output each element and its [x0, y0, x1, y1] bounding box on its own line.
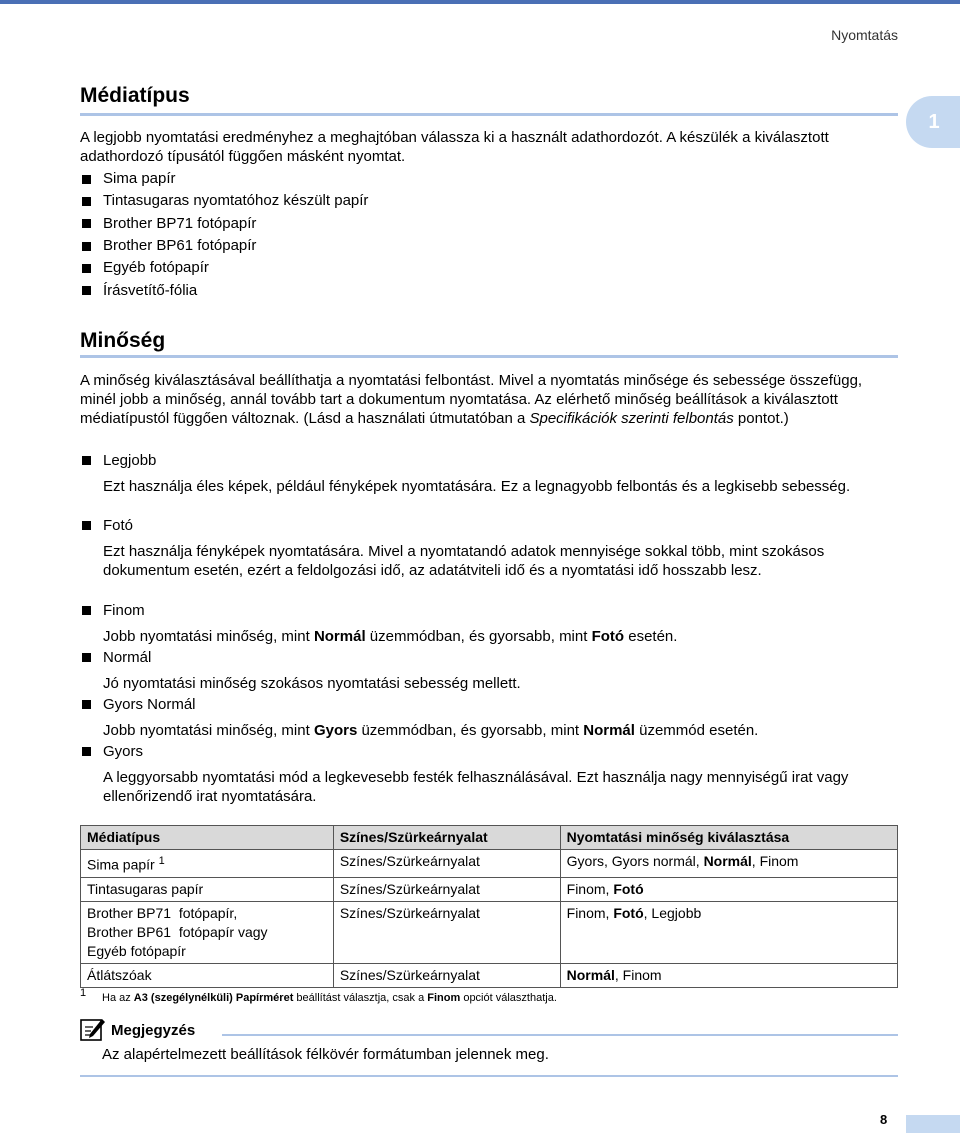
- bottom-rule: [80, 1075, 898, 1077]
- quality-item: Gyors Normál Jobb nyomtatási minőség, mint Gyors üzemmódban, és gyorsabb, mint Normál üzemmód esetén.: [82, 695, 898, 740]
- footnote-number: 1: [80, 987, 87, 999]
- chapter-tab: 1: [906, 96, 960, 148]
- note-title: Megjegyzés: [80, 1017, 195, 1043]
- media-type-intro: A legjobb nyomtatási eredményhez a meghajtóban válassza ki a használt adathordozót. A készülék a kiválasztott adathordozó típusától függően másként nyomtat.: [80, 129, 829, 165]
- quality-item: Gyors A leggyorsabb nyomtatási mód a legkevesebb festék felhasználásával. Ezt használja nagy mennyiségű irat vagy ellenőrizendő irat nyomtatására.: [82, 742, 898, 806]
- heading-rule: [80, 355, 898, 358]
- table-header-row: [81, 826, 898, 850]
- bullet-icon: [82, 747, 91, 756]
- quality-intro: A minőség kiválasztásával beállíthatja a nyomtatási felbontást. Mivel a nyomtatás minősége és sebessége összefügg, minél jobb a minőség, annál tovább tart a dokumentum nyomtatása. Az elérhető minőség beállítások a kiválasztott médiatípustól függően változnak. (Lásd a használati útmutatóban a Specifikációk szerinti felbontás pontot.): [80, 372, 863, 427]
- bullet-icon: [82, 606, 91, 615]
- bullet-icon: [82, 219, 91, 228]
- list-item: Brother BP71 fotópapír: [82, 213, 368, 235]
- bullet-icon: [82, 242, 91, 251]
- table-row: [81, 850, 898, 878]
- quality-item: Normál Jó nyomtatási minőség szokásos nyomtatási sebesség mellett.: [82, 648, 898, 693]
- table-cell: Sima papír $^1$: [81, 850, 334, 878]
- column-header: Színes/Szürkeárnyalat: [333, 826, 560, 850]
- table-cell: Átlátszóak: [81, 963, 334, 987]
- quality-heading: Minőség: [80, 329, 166, 352]
- table-cell: Tintasugaras papír: [81, 877, 334, 901]
- table-row: [81, 877, 898, 901]
- note-rule: [222, 1034, 898, 1036]
- bullet-icon: [82, 175, 91, 184]
- quality-item: Fotó Ezt használja fényképek nyomtatására. Mivel a nyomtatandó adatok mennyisége sokkal több, mint szokásos dokumentum esetén, ezért a feldolgozási idő, az adatátviteli idő és a nyomtatási idő hosszabb lesz.: [82, 516, 898, 580]
- table-cell: Színes/Szürkeárnyalat: [333, 901, 560, 963]
- media-type-heading: Médiatípus: [80, 84, 190, 107]
- column-header: Médiatípus: [81, 826, 334, 850]
- running-header: Nyomtatás: [831, 27, 898, 43]
- table-cell: Színes/Szürkeárnyalat: [333, 850, 560, 878]
- list-item: Tintasugaras nyomtatóhoz készült papír: [82, 190, 368, 212]
- spec-reference: Specifikációk szerinti felbontás: [529, 410, 734, 427]
- bullet-icon: [82, 264, 91, 273]
- list-item: Sima papír: [82, 168, 368, 190]
- bullet-icon: [82, 700, 91, 709]
- page-tab: [906, 1115, 960, 1133]
- bullet-icon: [82, 286, 91, 295]
- table-cell: Normál, Finom: [560, 963, 897, 987]
- table-cell: Finom, Fotó: [560, 877, 897, 901]
- bullet-icon: [82, 197, 91, 206]
- table-row: [81, 901, 898, 963]
- media-type-list: [82, 168, 368, 302]
- quality-item: Legjobb Ezt használja éles képek, például fényképek nyomtatására. Ez a legnagyobb felbontás és a legkisebb sebesség.: [82, 451, 898, 496]
- bullet-icon: [82, 653, 91, 662]
- page-number: 8: [880, 1112, 888, 1127]
- list-item: Brother BP61 fotópapír: [82, 235, 368, 257]
- list-item: Írásvetítő-fólia: [82, 279, 368, 301]
- footnote-ref: 1: [158, 855, 165, 867]
- table-cell: Finom, Fotó, Legjobb: [560, 901, 897, 963]
- quality-item: Finom Jobb nyomtatási minőség, mint Normál üzemmódban, és gyorsabb, mint Fotó esetén.: [82, 601, 898, 646]
- list-item: Egyéb fotópapír: [82, 257, 368, 279]
- footnote: 1 Ha az A3 (szegélynélküli) Papírméret beállítást választja, csak a Finom opciót választhatja.: [80, 987, 557, 1004]
- table-cell: Gyors, Gyors normál, Normál, Finom: [560, 850, 897, 878]
- table-row: [81, 963, 898, 987]
- table-cell: Színes/Szürkeárnyalat: [333, 963, 560, 987]
- pencil-note-icon: [80, 1017, 106, 1043]
- table-cell: Brother BP71 fotópapír, Brother BP61 fotópapír vagy Egyéb fotópapír: [81, 901, 334, 963]
- bullet-icon: [82, 456, 91, 465]
- media-quality-table: [80, 825, 898, 988]
- top-border: [0, 0, 960, 4]
- heading-rule: [80, 113, 898, 116]
- table-cell: Színes/Szürkeárnyalat: [333, 877, 560, 901]
- column-header: Nyomtatási minőség kiválasztása: [560, 826, 897, 850]
- bullet-icon: [82, 521, 91, 530]
- note-text: Az alapértelmezett beállítások félkövér formátumban jelennek meg.: [102, 1046, 549, 1063]
